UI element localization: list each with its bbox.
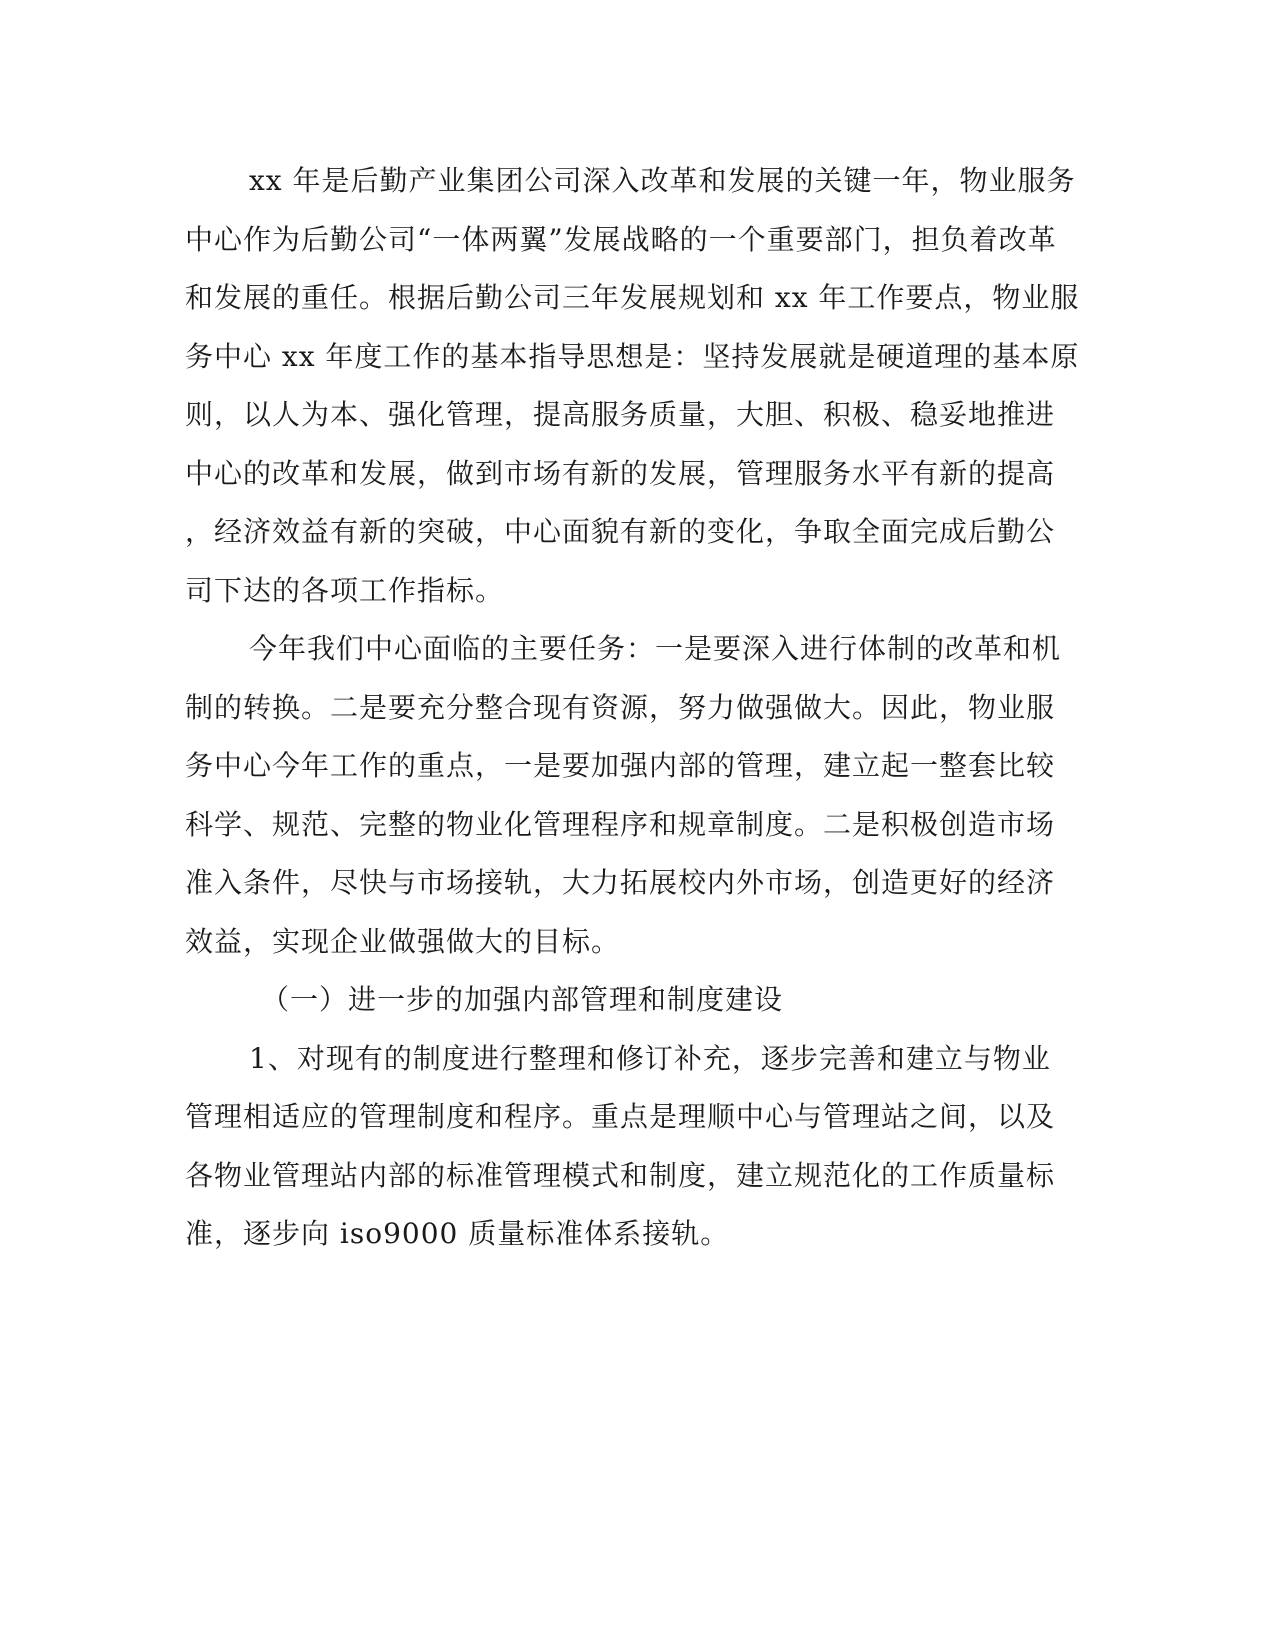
- paragraph-intro: [185, 152, 1080, 620]
- text-line: 准入条件，尽快与市场接轨，大力拓展校内外市场，创造更好的经济: [185, 866, 1056, 899]
- text-line: 准，逐步向 iso9000 质量标准体系接轨。: [185, 1217, 730, 1250]
- document-body: [185, 152, 1080, 1264]
- text-line: 各物业管理站内部的标准管理模式和制度，建立规范化的工作质量标: [185, 1158, 1056, 1192]
- text-line: 科学、规范、完整的物业化管理程序和规章制度。二是积极创造市场: [185, 807, 1056, 841]
- text-line: xx 年是后勤产业集团公司深入改革和发展的关键一年，物业服务: [249, 164, 1076, 197]
- text-line: 1、对现有的制度进行整理和修订补充，逐步完善和建立与物业: [249, 1041, 1051, 1075]
- text-line: 务中心 xx 年度工作的基本指导思想是：坚持发展就是硬道理的基本原: [185, 339, 1080, 373]
- paragraph-item-1: [185, 1030, 1056, 1264]
- text-line: 司下达的各项工作指标。: [185, 573, 505, 607]
- text-line: 制的转换。二是要充分整合现有资源，努力做强做大。因此，物业服: [185, 690, 1056, 724]
- text-line: 中心作为后勤公司“一体两翼”发展战略的一个重要部门，担负着改革: [185, 222, 1057, 256]
- text-line: 管理相适应的管理制度和程序。重点是理顺中心与管理站之间，以及: [185, 1100, 1056, 1133]
- heading-text: （一）进一步的加强内部管理和制度建设: [261, 983, 784, 1016]
- text-line: 则，以人为本、强化管理，提高服务质量，大胆、积极、稳妥地推进: [185, 398, 1056, 431]
- text-line: 今年我们中心面临的主要任务：一是要深入进行体制的改革和机: [249, 632, 1062, 665]
- text-line: 务中心今年工作的重点，一是要加强内部的管理，建立起一整套比较: [185, 749, 1056, 782]
- text-line: 效益，实现企业做强做大的目标。: [185, 924, 621, 958]
- text-line: 中心的改革和发展，做到市场有新的发展，管理服务水平有新的提高: [185, 456, 1056, 490]
- section-heading: [185, 971, 1045, 1030]
- text-line: ，经济效益有新的突破，中心面貌有新的变化，争取全面完成后勤公: [185, 515, 1056, 548]
- text-line: 和发展的重任。根据后勤公司三年发展规划和 xx 年工作要点，物业服: [185, 281, 1080, 314]
- paragraph-main-tasks: [185, 620, 1062, 971]
